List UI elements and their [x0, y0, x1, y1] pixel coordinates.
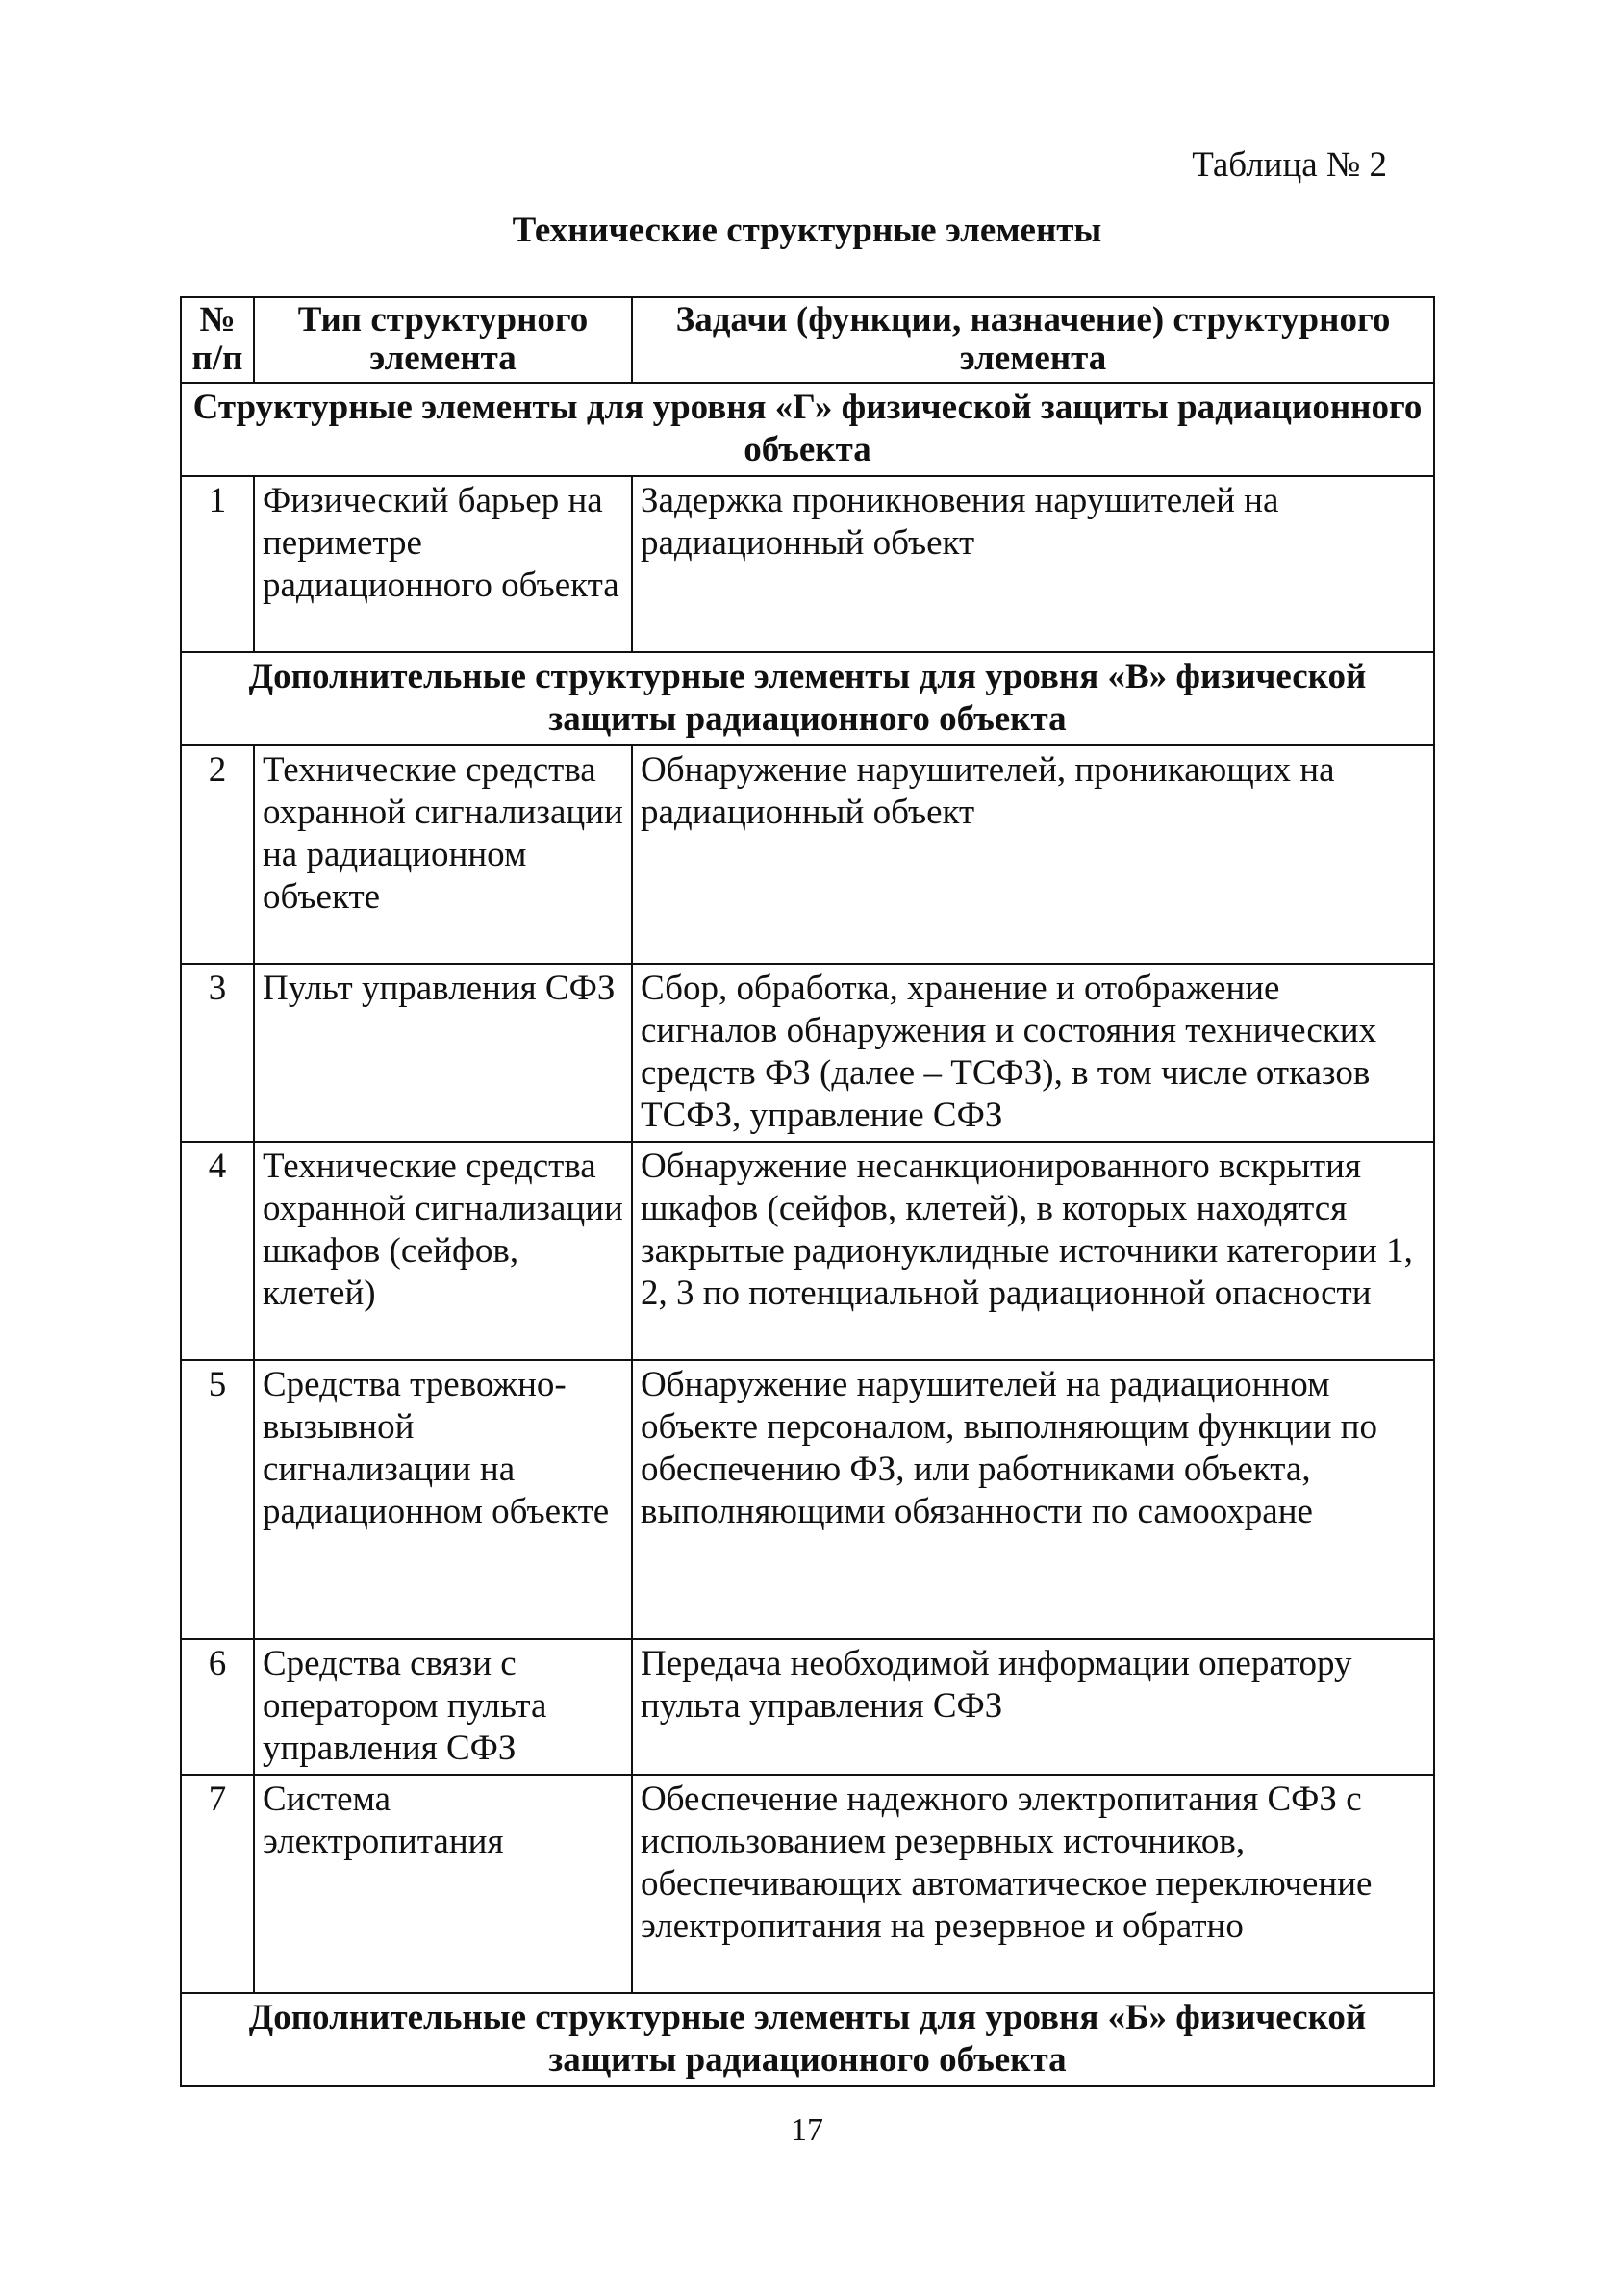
- table-row: [181, 964, 1434, 1142]
- row-task: Задержка проникновения нарушителей на радиационный объект: [632, 476, 1434, 652]
- row-task: Сбор, обработка, хранение и отображение сигналов обнаружения и состояния технических средств ФЗ (далее – ТСФЗ), в том числе отказов ТСФЗ, управление СФЗ: [632, 964, 1434, 1142]
- row-num: 1: [181, 476, 254, 652]
- table-row: [181, 745, 1434, 964]
- table-row: [181, 1775, 1434, 1993]
- table-row: [181, 1639, 1434, 1775]
- table-title: Технические структурные элементы: [512, 211, 1102, 250]
- table-row: [181, 476, 1434, 652]
- header-row: [181, 297, 1434, 383]
- row-task: Обнаружение несанкционированного вскрытия шкафов (сейфов, клетей), в которых находятся закрытые радионуклидные источники категории 1, 2, 3 по потенциальной радиационной опасности: [632, 1142, 1434, 1360]
- structural-elements-table: [180, 296, 1435, 2087]
- header-num: № п/п: [181, 297, 254, 383]
- row-type: Средства связи с оператором пульта управления СФЗ: [254, 1639, 632, 1775]
- table-number-label: Таблица № 2: [1192, 145, 1387, 185]
- row-type: Система электропитания: [254, 1775, 632, 1993]
- row-type: Технические средства охранной сигнализации шкафов (сейфов, клетей): [254, 1142, 632, 1360]
- table-row: [181, 1360, 1434, 1639]
- table-row: [181, 1142, 1434, 1360]
- row-task: Передача необходимой информации оператору пульта управления СФЗ: [632, 1639, 1434, 1775]
- row-task: Обнаружение нарушителей на радиационном объекте персоналом, выполняющим функции по обеспечению ФЗ, или работниками объекта, выполняющими обязанности по самоохране: [632, 1360, 1434, 1639]
- header-tasks: Задачи (функции, назначение) структурного элемента: [632, 297, 1434, 383]
- row-num: 5: [181, 1360, 254, 1639]
- row-num: 6: [181, 1639, 254, 1775]
- section-row-level-v: [181, 652, 1434, 745]
- row-num: 7: [181, 1775, 254, 1993]
- row-type: Физический барьер на периметре радиационного объекта: [254, 476, 632, 652]
- section-level-g: Структурные элементы для уровня «Г» физической защиты радиационного объекта: [181, 383, 1434, 476]
- header-type: Тип структурного элемента: [254, 297, 632, 383]
- row-task: Обеспечение надежного электропитания СФЗ с использованием резервных источников, обеспечивающих автоматическое переключение электропитания на резервное и обратно: [632, 1775, 1434, 1993]
- section-level-b: Дополнительные структурные элементы для уровня «Б» физической защиты радиационного объекта: [181, 1993, 1434, 2086]
- row-type: Технические средства охранной сигнализации на радиационном объекте: [254, 745, 632, 964]
- row-type: Средства тревожно-вызывной сигнализации на радиационном объекте: [254, 1360, 632, 1639]
- section-row-level-g: [181, 383, 1434, 476]
- section-level-v: Дополнительные структурные элементы для уровня «В» физической защиты радиационного объекта: [181, 652, 1434, 745]
- row-type: Пульт управления СФЗ: [254, 964, 632, 1142]
- row-task: Обнаружение нарушителей, проникающих на радиационный объект: [632, 745, 1434, 964]
- row-num: 3: [181, 964, 254, 1142]
- row-num: 4: [181, 1142, 254, 1360]
- row-num: 2: [181, 745, 254, 964]
- page-number: 17: [791, 2112, 823, 2148]
- section-row-level-b: [181, 1993, 1434, 2086]
